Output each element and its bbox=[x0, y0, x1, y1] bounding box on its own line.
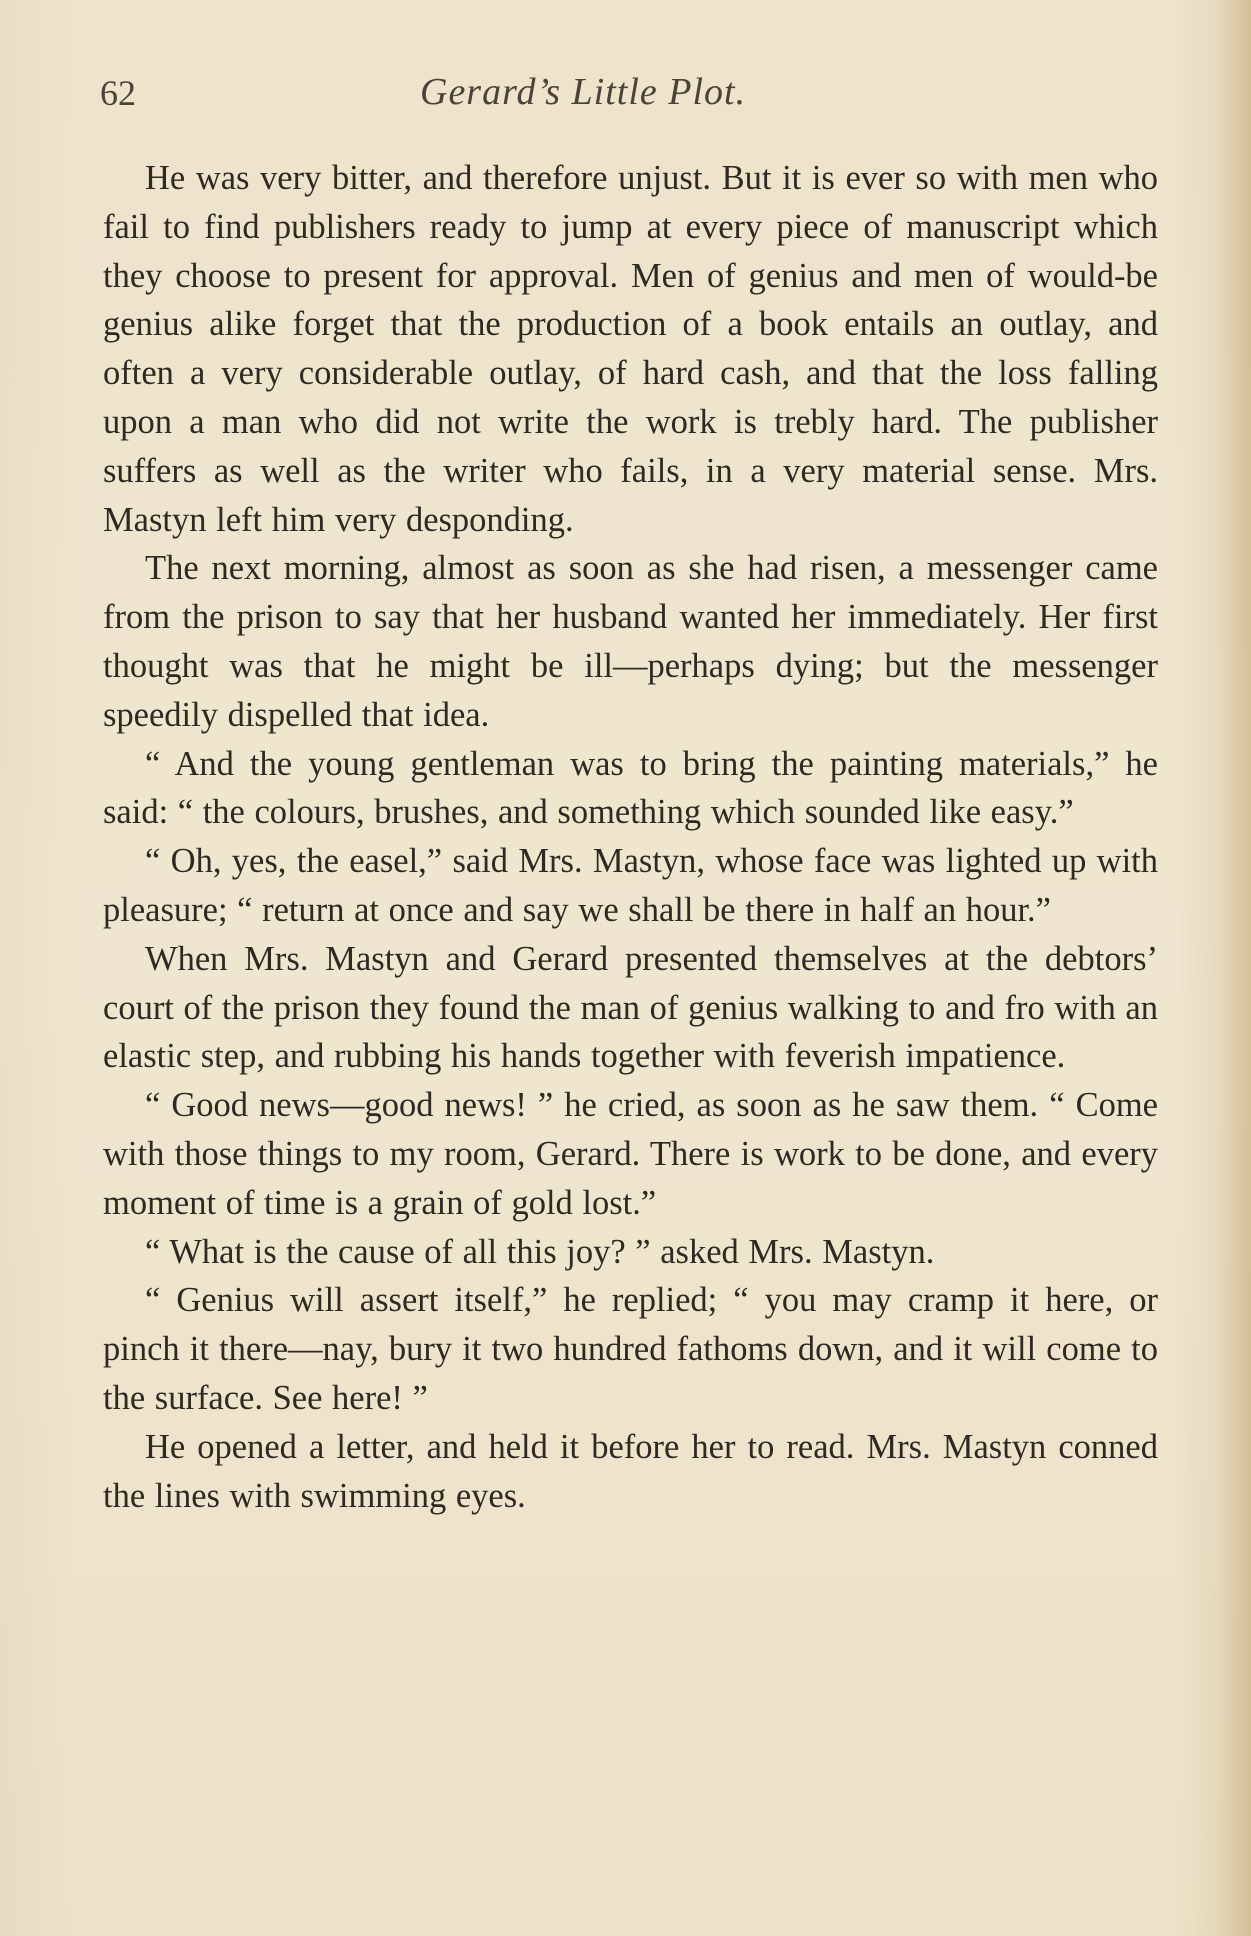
paragraph: “ And the young gentleman was to bring the painting materials,” he said: “ the colours, brushes, and something which sounded like easy.” bbox=[103, 744, 1158, 832]
paragraph: “ Good news—good news! ” he cried, as soon as he saw them. “ Come with those things to my room, Gerard. There is work to be done, and every moment of time is a grain of gold lost.” bbox=[103, 1086, 1158, 1222]
body-text bbox=[103, 154, 1158, 1520]
paragraph: The next morning, almost as soon as she had risen, a messenger came from the prison to say that her husband wanted her immediately. Her first thought was that he might be ill—perhaps dying; but the messenger speedily dispelled that idea. bbox=[103, 549, 1158, 734]
paragraph: When Mrs. Mastyn and Gerard presented themselves at the debtors’ court of the prison they found the man of genius walking to and fro with an elastic step, and rubbing his hands together with feverish impatience. bbox=[103, 939, 1158, 1076]
paragraph: “ What is the cause of all this joy? ” asked Mrs. Mastyn. bbox=[145, 1232, 935, 1271]
paragraph: He was very bitter, and therefore unjust. But it is ever so with men who fail to find publishers ready to jump at every piece of manuscript which they choose to present for approval. Men of genius and men of would-be genius alike forget that the production of a book entails an outlay, and often a very considerable outlay, of hard cash, and that the loss falling upon a man who did not write the work is trebly hard. The publisher suffers as well as the writer who fails, in a very material sense. Mrs. Mastyn left him very desponding. bbox=[103, 159, 1158, 539]
paragraph: “ Oh, yes, the easel,” said Mrs. Mastyn, whose face was lighted up with pleasure; “ return at once and say we shall be there in half an hour.” bbox=[103, 842, 1158, 929]
page-edge-stain bbox=[1217, 0, 1251, 1936]
running-head bbox=[100, 64, 820, 124]
paragraph: “ Genius will assert itself,” he replied; “ you may cramp it here, or pinch it there—nay, bury it two hundred fathoms down, and it will come to the surface. See here! ” bbox=[103, 1281, 1158, 1417]
running-title: Gerard’s Little Plot. bbox=[420, 71, 747, 113]
page-number: 62 bbox=[100, 73, 136, 113]
paragraph: He opened a letter, and held it before her to read. Mrs. Mastyn conned the lines with swimming eyes. bbox=[103, 1427, 1158, 1515]
